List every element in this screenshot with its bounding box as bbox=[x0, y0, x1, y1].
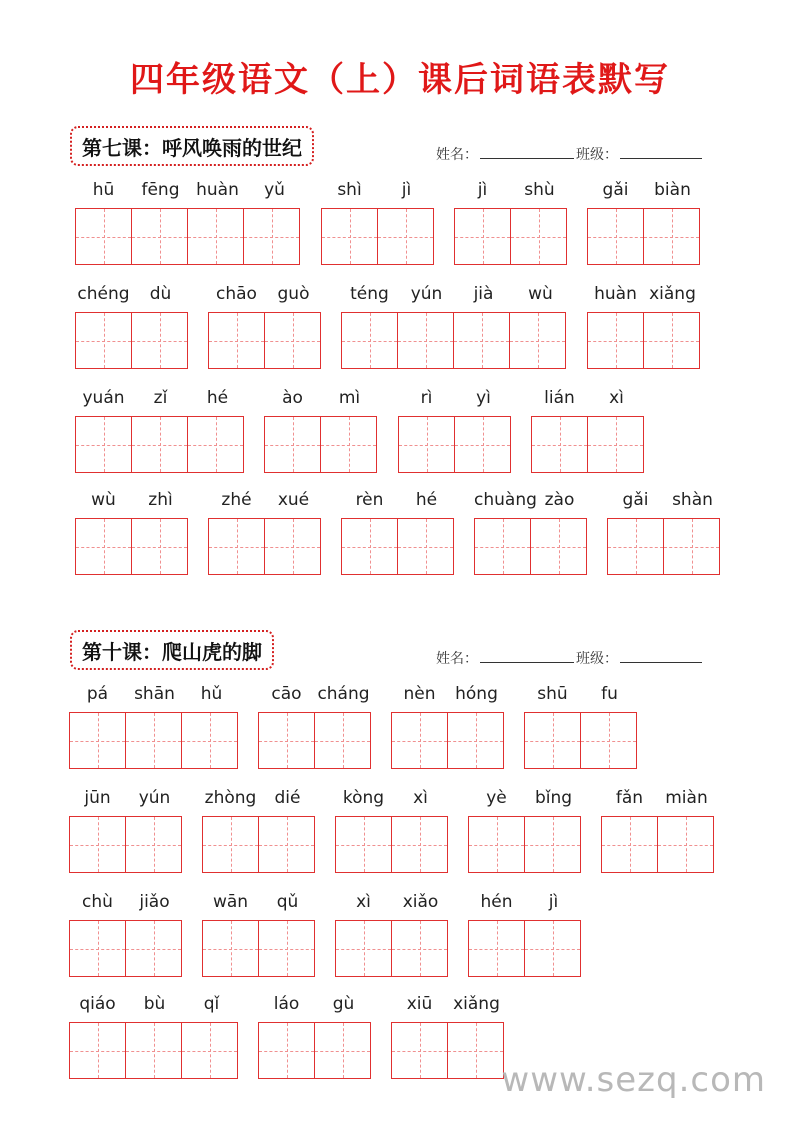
tianzige-cell[interactable] bbox=[181, 712, 238, 769]
pinyin-line bbox=[335, 892, 449, 918]
pinyin-syllable: jì bbox=[401, 180, 412, 200]
pinyin-syllable: wù bbox=[91, 490, 116, 510]
pinyin-line bbox=[258, 684, 372, 710]
tianzige-cell[interactable] bbox=[125, 920, 182, 977]
writing-grid bbox=[69, 920, 182, 977]
tianzige-cell[interactable] bbox=[75, 312, 132, 369]
tianzige-cell[interactable] bbox=[524, 920, 581, 977]
pinyin-line bbox=[341, 490, 455, 516]
tianzige-cell[interactable] bbox=[341, 518, 398, 575]
pinyin-syllable: qǔ bbox=[276, 892, 299, 912]
tianzige-cell[interactable] bbox=[657, 816, 714, 873]
pinyin-syllable: hóng bbox=[455, 684, 498, 704]
pinyin-syllable: gǎi bbox=[622, 490, 649, 510]
pinyin-line bbox=[202, 892, 316, 918]
pinyin-line bbox=[75, 284, 189, 310]
tianzige-cell[interactable] bbox=[314, 1022, 371, 1079]
tianzige-cell[interactable] bbox=[587, 312, 644, 369]
pinyin-line bbox=[341, 284, 569, 310]
pinyin-syllable: xué bbox=[277, 490, 310, 510]
pinyin-syllable: hū bbox=[92, 180, 115, 200]
pinyin-syllable: zhì bbox=[148, 490, 173, 510]
pinyin-syllable: jì bbox=[548, 892, 559, 912]
writing-grid bbox=[391, 712, 504, 769]
pinyin-syllable: nèn bbox=[403, 684, 436, 704]
pinyin-syllable: xì bbox=[356, 892, 371, 912]
pinyin-line bbox=[587, 284, 701, 310]
writing-grid bbox=[321, 208, 434, 265]
pinyin-line bbox=[75, 388, 246, 414]
pinyin-syllable: téng bbox=[350, 284, 389, 304]
tianzige-cell[interactable] bbox=[321, 208, 378, 265]
tianzige-cell[interactable] bbox=[587, 416, 644, 473]
tianzige-cell[interactable] bbox=[397, 518, 454, 575]
tianzige-cell[interactable] bbox=[663, 518, 720, 575]
writing-grid bbox=[335, 920, 448, 977]
tianzige-cell[interactable] bbox=[202, 920, 259, 977]
pinyin-syllable: jūn bbox=[84, 788, 111, 808]
pinyin-syllable: wù bbox=[528, 284, 553, 304]
pinyin-syllable: lián bbox=[544, 388, 575, 408]
tianzige-cell[interactable] bbox=[125, 712, 182, 769]
pinyin-syllable: chāo bbox=[216, 284, 257, 304]
class-blank[interactable] bbox=[620, 144, 702, 159]
pinyin-syllable: zhòng bbox=[204, 788, 257, 808]
pinyin-syllable: miàn bbox=[665, 788, 708, 808]
tianzige-cell[interactable] bbox=[509, 312, 566, 369]
tianzige-cell[interactable] bbox=[335, 816, 392, 873]
tianzige-cell[interactable] bbox=[69, 816, 126, 873]
pinyin-syllable: dié bbox=[274, 788, 301, 808]
name-label: 姓名： bbox=[436, 147, 478, 163]
tianzige-cell[interactable] bbox=[580, 712, 637, 769]
pinyin-syllable: mì bbox=[338, 388, 361, 408]
pinyin-syllable: hé bbox=[415, 490, 438, 510]
writing-grid bbox=[69, 712, 238, 769]
tianzige-cell[interactable] bbox=[643, 208, 700, 265]
pinyin-syllable: pá bbox=[86, 684, 109, 704]
tianzige-cell[interactable] bbox=[453, 312, 510, 369]
pinyin-syllable: cháng bbox=[317, 684, 370, 704]
tianzige-cell[interactable] bbox=[398, 416, 455, 473]
pinyin-syllable: biàn bbox=[654, 180, 691, 200]
tianzige-cell[interactable] bbox=[447, 1022, 504, 1079]
writing-grid bbox=[454, 208, 567, 265]
pinyin-syllable: zào bbox=[544, 490, 575, 510]
tianzige-cell[interactable] bbox=[208, 518, 265, 575]
tianzige-cell[interactable] bbox=[69, 920, 126, 977]
tianzige-cell[interactable] bbox=[454, 208, 511, 265]
pinyin-line bbox=[531, 388, 645, 414]
pinyin-line bbox=[258, 994, 372, 1020]
writing-grid bbox=[202, 816, 315, 873]
pinyin-syllable: chéng bbox=[77, 284, 130, 304]
tianzige-cell[interactable] bbox=[391, 816, 448, 873]
pinyin-line bbox=[69, 788, 183, 814]
writing-grid bbox=[468, 816, 581, 873]
pinyin-syllable: jì bbox=[477, 180, 488, 200]
tianzige-cell[interactable] bbox=[454, 416, 511, 473]
lesson-heading: 第七课：呼风唤雨的世纪 bbox=[70, 126, 314, 166]
tianzige-cell[interactable] bbox=[510, 208, 567, 265]
pinyin-syllable: yún bbox=[410, 284, 443, 304]
pinyin-line bbox=[69, 994, 240, 1020]
class-label: 班级： bbox=[576, 147, 618, 163]
pinyin-syllable: dù bbox=[149, 284, 172, 304]
pinyin-line bbox=[69, 684, 240, 710]
tianzige-cell[interactable] bbox=[131, 416, 188, 473]
pinyin-line bbox=[202, 788, 316, 814]
pinyin-syllable: shū bbox=[537, 684, 568, 704]
tianzige-cell[interactable] bbox=[587, 208, 644, 265]
tianzige-cell[interactable] bbox=[75, 518, 132, 575]
pinyin-syllable: xiǎo bbox=[402, 892, 439, 912]
pinyin-line bbox=[208, 284, 322, 310]
page-title: 四年级语文（上）课后词语表默写 bbox=[130, 60, 670, 100]
tianzige-cell[interactable] bbox=[131, 518, 188, 575]
tianzige-cell[interactable] bbox=[258, 712, 315, 769]
pinyin-line bbox=[398, 388, 512, 414]
tianzige-cell[interactable] bbox=[335, 920, 392, 977]
tianzige-cell[interactable] bbox=[474, 518, 531, 575]
writing-grid bbox=[398, 416, 511, 473]
pinyin-syllable: jiǎo bbox=[139, 892, 170, 912]
pinyin-line bbox=[391, 994, 505, 1020]
pinyin-syllable: rèn bbox=[355, 490, 384, 510]
tianzige-cell[interactable] bbox=[69, 712, 126, 769]
pinyin-syllable: yuán bbox=[82, 388, 125, 408]
pinyin-syllable: xiǎng bbox=[649, 284, 696, 304]
writing-grid bbox=[264, 416, 377, 473]
pinyin-line bbox=[468, 892, 582, 918]
pinyin-syllable: shì bbox=[337, 180, 362, 200]
lesson-heading: 第十课：爬山虎的脚 bbox=[70, 630, 274, 670]
tianzige-cell[interactable] bbox=[75, 208, 132, 265]
pinyin-line bbox=[391, 684, 505, 710]
pinyin-syllable: xiǎng bbox=[453, 994, 500, 1014]
pinyin-syllable: yǔ bbox=[264, 180, 285, 200]
writing-grid bbox=[208, 312, 321, 369]
pinyin-syllable: chuàng bbox=[474, 490, 537, 510]
tianzige-cell[interactable] bbox=[264, 518, 321, 575]
pinyin-syllable: cāo bbox=[271, 684, 302, 704]
pinyin-line bbox=[474, 490, 588, 516]
pinyin-line bbox=[208, 490, 322, 516]
pinyin-syllable: ào bbox=[282, 388, 303, 408]
tianzige-cell[interactable] bbox=[643, 312, 700, 369]
tianzige-cell[interactable] bbox=[187, 208, 244, 265]
writing-grid bbox=[531, 416, 644, 473]
name-blank[interactable] bbox=[480, 144, 574, 159]
class-label: 班级： bbox=[576, 651, 618, 667]
writing-grid bbox=[75, 208, 300, 265]
tianzige-cell[interactable] bbox=[181, 1022, 238, 1079]
pinyin-syllable: shù bbox=[524, 180, 555, 200]
pinyin-syllable: shàn bbox=[672, 490, 713, 510]
pinyin-line bbox=[601, 788, 715, 814]
pinyin-syllable: jià bbox=[473, 284, 494, 304]
pinyin-syllable: huàn bbox=[196, 180, 239, 200]
tianzige-cell[interactable] bbox=[341, 312, 398, 369]
pinyin-syllable: xì bbox=[609, 388, 624, 408]
tianzige-cell[interactable] bbox=[468, 920, 525, 977]
tianzige-cell[interactable] bbox=[530, 518, 587, 575]
pinyin-syllable: yì bbox=[476, 388, 491, 408]
pinyin-syllable: shān bbox=[134, 684, 175, 704]
class-blank[interactable] bbox=[620, 648, 702, 663]
pinyin-line bbox=[321, 180, 435, 206]
tianzige-cell[interactable] bbox=[125, 816, 182, 873]
tianzige-cell[interactable] bbox=[264, 416, 321, 473]
pinyin-syllable: xì bbox=[413, 788, 428, 808]
pinyin-syllable: zhé bbox=[221, 490, 252, 510]
tianzige-cell[interactable] bbox=[468, 816, 525, 873]
pinyin-syllable: yè bbox=[486, 788, 507, 808]
pinyin-syllable: rì bbox=[420, 388, 433, 408]
tianzige-cell[interactable] bbox=[258, 920, 315, 977]
pinyin-line bbox=[468, 788, 582, 814]
writing-grid bbox=[524, 712, 637, 769]
pinyin-syllable: zǐ bbox=[153, 388, 168, 408]
tianzige-cell[interactable] bbox=[531, 416, 588, 473]
tianzige-cell[interactable] bbox=[258, 816, 315, 873]
pinyin-syllable: fǎn bbox=[615, 788, 644, 808]
pinyin-line bbox=[75, 180, 303, 206]
tianzige-cell[interactable] bbox=[391, 712, 448, 769]
tianzige-cell[interactable] bbox=[314, 712, 371, 769]
tianzige-cell[interactable] bbox=[447, 712, 504, 769]
writing-grid bbox=[75, 416, 244, 473]
writing-grid bbox=[202, 920, 315, 977]
tianzige-cell[interactable] bbox=[377, 208, 434, 265]
tianzige-cell[interactable] bbox=[187, 416, 244, 473]
writing-grid bbox=[587, 208, 700, 265]
pinyin-line bbox=[335, 788, 449, 814]
tianzige-cell[interactable] bbox=[125, 1022, 182, 1079]
pinyin-syllable: láo bbox=[273, 994, 300, 1014]
writing-grid bbox=[258, 712, 371, 769]
tianzige-cell[interactable] bbox=[320, 416, 377, 473]
pinyin-line bbox=[587, 180, 701, 206]
pinyin-line bbox=[607, 490, 721, 516]
tianzige-cell[interactable] bbox=[202, 816, 259, 873]
pinyin-syllable: qiáo bbox=[79, 994, 116, 1014]
tianzige-cell[interactable] bbox=[524, 816, 581, 873]
writing-grid bbox=[69, 816, 182, 873]
pinyin-syllable: hǔ bbox=[200, 684, 223, 704]
name-class-fields bbox=[436, 648, 704, 668]
name-class-fields bbox=[436, 144, 704, 164]
watermark: www.sezq.com bbox=[501, 1060, 766, 1100]
writing-grid bbox=[208, 518, 321, 575]
tianzige-cell[interactable] bbox=[69, 1022, 126, 1079]
pinyin-syllable: xiū bbox=[406, 994, 433, 1014]
tianzige-cell[interactable] bbox=[607, 518, 664, 575]
writing-grid bbox=[391, 1022, 504, 1079]
pinyin-syllable: fu bbox=[601, 684, 618, 704]
tianzige-cell[interactable] bbox=[601, 816, 658, 873]
tianzige-cell[interactable] bbox=[131, 312, 188, 369]
pinyin-syllable: kòng bbox=[342, 788, 385, 808]
pinyin-line bbox=[264, 388, 378, 414]
tianzige-cell[interactable] bbox=[397, 312, 454, 369]
tianzige-cell[interactable] bbox=[131, 208, 188, 265]
pinyin-syllable: gù bbox=[332, 994, 355, 1014]
writing-grid bbox=[601, 816, 714, 873]
pinyin-line bbox=[75, 490, 189, 516]
pinyin-line bbox=[524, 684, 638, 710]
pinyin-syllable: guò bbox=[277, 284, 310, 304]
pinyin-syllable: chù bbox=[82, 892, 113, 912]
pinyin-syllable: wān bbox=[212, 892, 249, 912]
tianzige-cell[interactable] bbox=[208, 312, 265, 369]
writing-grid bbox=[474, 518, 587, 575]
writing-grid bbox=[75, 312, 188, 369]
pinyin-syllable: huàn bbox=[594, 284, 637, 304]
writing-grid bbox=[607, 518, 720, 575]
tianzige-cell[interactable] bbox=[391, 1022, 448, 1079]
tianzige-cell[interactable] bbox=[391, 920, 448, 977]
writing-grid bbox=[69, 1022, 238, 1079]
writing-grid bbox=[258, 1022, 371, 1079]
name-blank[interactable] bbox=[480, 648, 574, 663]
pinyin-syllable: gǎi bbox=[602, 180, 629, 200]
writing-grid bbox=[468, 920, 581, 977]
pinyin-syllable: hé bbox=[206, 388, 229, 408]
tianzige-cell[interactable] bbox=[243, 208, 300, 265]
tianzige-cell[interactable] bbox=[524, 712, 581, 769]
pinyin-line bbox=[454, 180, 568, 206]
tianzige-cell[interactable] bbox=[258, 1022, 315, 1079]
writing-grid bbox=[75, 518, 188, 575]
name-label: 姓名： bbox=[436, 651, 478, 667]
writing-grid bbox=[341, 518, 454, 575]
pinyin-line bbox=[69, 892, 183, 918]
tianzige-cell[interactable] bbox=[75, 416, 132, 473]
pinyin-syllable: fēng bbox=[141, 180, 180, 200]
pinyin-syllable: bù bbox=[143, 994, 166, 1014]
pinyin-syllable: yún bbox=[138, 788, 171, 808]
writing-grid bbox=[341, 312, 566, 369]
pinyin-syllable: bǐng bbox=[534, 788, 573, 808]
writing-grid bbox=[335, 816, 448, 873]
writing-grid bbox=[587, 312, 700, 369]
tianzige-cell[interactable] bbox=[264, 312, 321, 369]
pinyin-syllable: hén bbox=[480, 892, 513, 912]
pinyin-syllable: qǐ bbox=[203, 994, 220, 1014]
